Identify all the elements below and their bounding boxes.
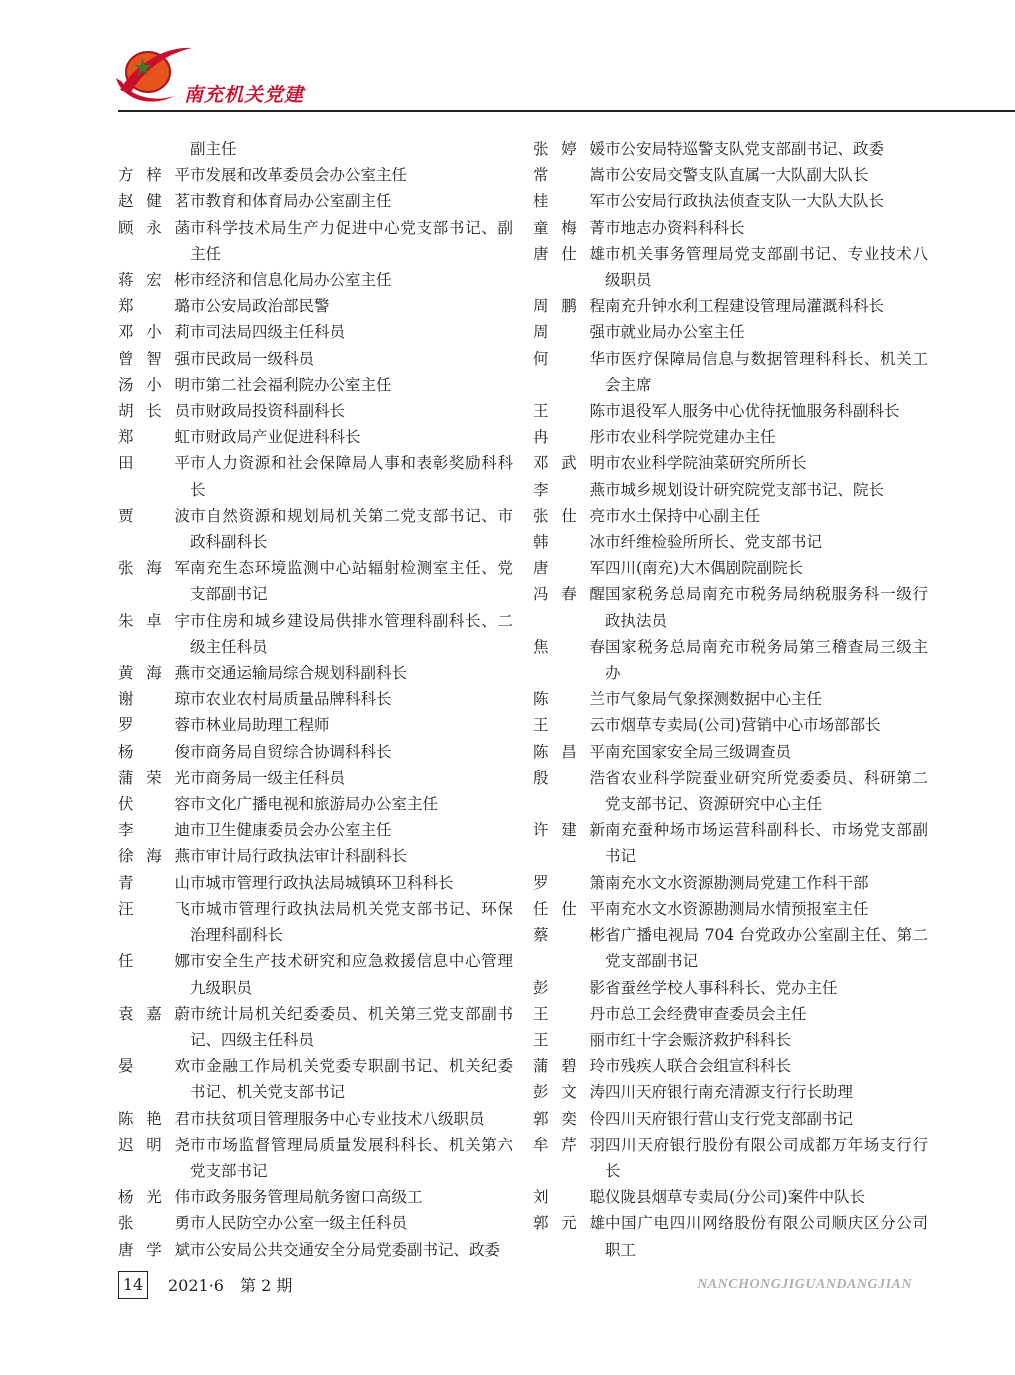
person-title: 市经济和信息化局办公室主任 xyxy=(190,271,392,290)
person-title: 市林业局助理工程师 xyxy=(190,716,330,735)
person-name: 邓小莉 xyxy=(118,323,190,342)
person-title: 市城乡规划设计研究院党支部书记、院长 xyxy=(605,480,885,499)
list-item xyxy=(118,1053,513,1105)
list-item xyxy=(533,922,928,974)
person-title: 市第二社会福利院办公室主任 xyxy=(190,375,392,394)
person-name: 唐学斌 xyxy=(118,1240,190,1259)
person-title: 市人力资源和社会保障局人事和表彰奖励科科长 xyxy=(190,454,513,499)
list-item xyxy=(533,346,928,398)
person-name: 李 燕 xyxy=(533,480,605,499)
person-name: 冉 彤 xyxy=(533,428,605,447)
list-item xyxy=(118,686,513,712)
list-item xyxy=(533,215,928,241)
list-item xyxy=(533,162,928,188)
person-name: 胡长员 xyxy=(118,402,190,421)
list-item xyxy=(118,424,513,450)
person-name: 韩 冰 xyxy=(533,533,605,552)
person-name: 刘 聪 xyxy=(533,1188,605,1207)
list-item xyxy=(533,1079,928,1105)
person-title: 市公安局政治部民警 xyxy=(190,297,330,316)
person-title: 市机关事务管理局党支部副书记、专业技术八级职员 xyxy=(605,244,928,290)
person-name: 张 勇 xyxy=(118,1214,190,1233)
person-name: 蒲碧玲 xyxy=(533,1057,605,1076)
person-title: 市发展和改革委员会办公室主任 xyxy=(190,166,408,185)
person-title: 市公安局交警支队直属一大队副大队长 xyxy=(605,166,869,185)
list-item xyxy=(533,581,928,633)
person-title: 南充国家安全局三级调查员 xyxy=(605,742,792,761)
list-item xyxy=(533,319,928,345)
footer-brand: NANCHONGJIGUANDANGJIAN xyxy=(697,1277,912,1292)
left-column xyxy=(118,136,513,1263)
person-title: 市地志办资料科科长 xyxy=(605,218,745,237)
person-title: 市气象局气象探测数据中心主任 xyxy=(605,690,823,709)
person-name: 任 娜 xyxy=(118,952,190,971)
list-item xyxy=(533,975,928,1001)
person-title: 市城市管理行政执法局城镇环卫科科长 xyxy=(190,873,454,892)
list-item xyxy=(533,293,928,319)
person-title: 市商务局自贸综合协调科科长 xyxy=(190,742,392,761)
person-title: 市卫生健康委员会办公室主任 xyxy=(190,821,392,840)
list-item xyxy=(118,293,513,319)
list-item xyxy=(118,896,513,948)
person-name: 邓武明 xyxy=(533,454,605,473)
person-name: 张仕亮 xyxy=(533,506,605,525)
person-title: 市自然资源和规划局机关第二党支部书记、市政科副科长 xyxy=(190,506,513,552)
list-item xyxy=(118,1210,513,1236)
person-title: 市总工会经费审查委员会主任 xyxy=(605,1004,807,1023)
person-name: 赵健茗 xyxy=(118,192,190,211)
list-item xyxy=(533,1132,928,1184)
person-title: 市审计局行政执法审计科副科长 xyxy=(190,847,408,866)
list-item xyxy=(118,372,513,398)
list-item xyxy=(533,1053,928,1079)
person-title: 中国广电四川网络股份有限公司顺庆区分公司职工 xyxy=(605,1214,928,1259)
person-name: 桂 军 xyxy=(533,192,605,211)
person-name: 郭奕伶 xyxy=(533,1109,605,1128)
person-title: 省蚕丝学校人事科科长、党办主任 xyxy=(605,978,838,997)
person-name: 王 丹 xyxy=(533,1004,605,1023)
person-name: 杨光伟 xyxy=(118,1188,190,1207)
magazine-title: 南充机关党建 xyxy=(184,84,305,106)
person-title: 市公安局特巡警支队党支部副书记、政委 xyxy=(605,140,885,158)
person-title: 市统计局机关纪委委员、机关第三党支部副书记、四级主任科员 xyxy=(190,1004,513,1049)
list-item xyxy=(118,712,513,738)
person-name: 杨 俊 xyxy=(118,742,190,761)
list-item xyxy=(118,843,513,869)
list-item xyxy=(118,162,513,188)
list-item xyxy=(118,319,513,345)
list-item xyxy=(118,870,513,896)
person-name: 罗 箫 xyxy=(533,873,605,892)
person-name xyxy=(118,136,190,162)
list-item xyxy=(533,529,928,555)
person-title: 市纤维检验所所长、党支部书记 xyxy=(605,533,823,552)
person-title: 四川天府银行营山支行党支部副书记 xyxy=(605,1109,854,1128)
person-title: 市教育和体育局办公室副主任 xyxy=(190,192,392,211)
person-title: 市公安局行政执法侦查支队一大队大队长 xyxy=(605,192,885,211)
list-item xyxy=(118,450,513,502)
person-name: 汪 飞 xyxy=(118,899,190,918)
list-item xyxy=(118,267,513,293)
person-name: 顾永菡 xyxy=(118,218,190,237)
list-item xyxy=(533,765,928,817)
person-title: 市农业科学院油菜研究所所长 xyxy=(605,454,807,473)
person-title: 市财政局产业促进科科长 xyxy=(190,428,361,447)
person-title: 市退役军人服务中心优待抚恤服务科副科长 xyxy=(605,402,900,421)
list-item xyxy=(533,450,928,476)
person-title: 市司法局四级主任科员 xyxy=(190,323,346,342)
list-item xyxy=(118,948,513,1000)
person-name: 汤小明 xyxy=(118,375,190,394)
person-title: 市农业农村局质量品牌科科长 xyxy=(190,690,392,709)
person-name: 晏 欢 xyxy=(118,1057,190,1076)
list-item xyxy=(533,1210,928,1262)
person-title: 市安全生产技术研究和应急救援信息中心管理九级职员 xyxy=(190,952,513,997)
person-name: 黄海燕 xyxy=(118,664,190,683)
person-title: 四川(南充)大木偶剧院副院长 xyxy=(605,559,804,578)
list-item xyxy=(533,870,928,896)
list-item xyxy=(533,136,928,162)
list-item xyxy=(533,817,928,869)
person-title: 市红十字会赈济救护科科长 xyxy=(605,1030,792,1049)
person-name: 周鹏程 xyxy=(533,297,605,316)
person-name: 郑 虹 xyxy=(118,428,190,447)
person-title: 南充水文水资源勘测局党建工作科干部 xyxy=(605,873,869,892)
person-name: 唐 军 xyxy=(533,559,605,578)
person-name: 蔡 彬 xyxy=(533,926,605,945)
person-title: 市文化广播电视和旅游局办公室主任 xyxy=(190,795,439,814)
person-title: 市农业科学院党建办主任 xyxy=(605,428,776,447)
page-header xyxy=(0,0,1015,120)
person-title: 市商务局一级主任科员 xyxy=(190,768,346,787)
person-name: 青 山 xyxy=(118,873,190,892)
person-name: 任仕平 xyxy=(533,899,605,918)
person-name: 罗 蓉 xyxy=(118,716,190,735)
person-title: 省农业科学院蚕业研究所党委委员、科研第二党支部书记、资源研究中心主任 xyxy=(605,768,928,814)
person-name: 何 华 xyxy=(533,349,605,368)
person-name: 冯春醒 xyxy=(533,585,605,604)
right-column xyxy=(533,136,928,1263)
person-title: 市残疾人联合会组宣科科长 xyxy=(605,1057,792,1076)
person-title: 南充升钟水利工程建设管理局灌溉科科长 xyxy=(605,297,885,316)
person-title: 市医疗保障局信息与数据管理科科长、机关工会主席 xyxy=(605,349,928,394)
person-title: 南充生态环境监测中心站辐射检测室主任、党支部副书记 xyxy=(190,559,513,604)
list-item xyxy=(118,503,513,555)
person-name: 常 嵩 xyxy=(533,166,605,185)
person-title: 市水土保持中心副主任 xyxy=(605,506,761,525)
person-title: 市交通运输局综合规划科副科长 xyxy=(190,664,408,683)
person-name: 蒲荣光 xyxy=(118,768,190,787)
person-name: 陈艳君 xyxy=(118,1109,190,1128)
person-title: 副主任 xyxy=(190,140,237,158)
person-name: 郑 璐 xyxy=(118,297,190,316)
list-item xyxy=(118,398,513,424)
person-title: 市科学技术局生产力促进中心党支部书记、副主任 xyxy=(190,218,513,263)
list-item xyxy=(533,241,928,293)
person-title: 仪陇县烟草专卖局(分公司)案件中队长 xyxy=(605,1188,866,1207)
person-name: 朱卓宇 xyxy=(118,611,190,630)
person-name: 王 陈 xyxy=(533,402,605,421)
list-item xyxy=(533,424,928,450)
person-name: 王 丽 xyxy=(533,1030,605,1049)
issue-label: 2021·6 第 2 期 xyxy=(168,1276,293,1295)
person-name: 周 强 xyxy=(533,323,605,342)
list-item xyxy=(118,346,513,372)
person-name: 童梅菁 xyxy=(533,218,605,237)
person-name: 伏 容 xyxy=(118,795,190,814)
list-item xyxy=(533,1184,928,1210)
person-name: 焦 春 xyxy=(533,637,605,656)
person-name: 陈 兰 xyxy=(533,690,605,709)
person-name: 田 平 xyxy=(118,454,190,473)
list-item xyxy=(118,1106,513,1132)
list-item xyxy=(533,503,928,529)
list-item xyxy=(533,712,928,738)
list-item xyxy=(118,215,513,267)
list-item xyxy=(118,1184,513,1210)
person-title: 南充蚕种场市场运营科副科长、市场党支部副书记 xyxy=(605,821,928,866)
page-number: 14 xyxy=(118,1271,148,1299)
person-name: 袁嘉蔚 xyxy=(118,1004,190,1023)
list-item xyxy=(533,188,928,214)
person-name: 殷 浩 xyxy=(533,768,605,787)
list-item xyxy=(533,555,928,581)
person-name: 陈昌平 xyxy=(533,742,605,761)
person-name: 彭 影 xyxy=(533,978,605,997)
person-name: 张婷媛 xyxy=(533,140,605,158)
person-title: 四川天府银行南充清源支行行长助理 xyxy=(605,1083,854,1102)
person-name: 唐仕雄 xyxy=(533,244,605,263)
list-item xyxy=(533,1001,928,1027)
person-name: 方梓平 xyxy=(118,166,190,185)
person-title: 国家税务总局南充市税务局第三稽查局三级主办 xyxy=(605,637,928,683)
person-title: 市市场监督管理局质量发展科科长、机关第六党支部书记 xyxy=(190,1135,513,1180)
person-title: 市公安局公共交通安全分局党委副书记、政委 xyxy=(190,1240,501,1259)
person-name: 牟芹羽 xyxy=(533,1135,605,1154)
list-item xyxy=(118,608,513,660)
person-title: 市金融工作局机关党委专职副书记、机关纪委书记、机关党支部书记 xyxy=(190,1057,513,1102)
list-item xyxy=(118,791,513,817)
list-item xyxy=(533,634,928,686)
person-name: 李 迪 xyxy=(118,821,190,840)
person-name: 谢 琼 xyxy=(118,690,190,709)
list-item xyxy=(533,686,928,712)
person-title: 国家税务总局南充市税务局纳税服务科一级行政执法员 xyxy=(605,585,928,630)
list-item xyxy=(533,739,928,765)
person-title: 市烟草专卖局(公司)营销中心市场部部长 xyxy=(605,716,881,735)
list-item xyxy=(533,1106,928,1132)
person-title: 市就业局办公室主任 xyxy=(605,323,745,342)
list-item xyxy=(118,1237,513,1263)
list-item xyxy=(118,555,513,607)
person-name: 王 云 xyxy=(533,716,605,735)
person-name: 蒋宏彬 xyxy=(118,271,190,290)
person-name: 曾智强 xyxy=(118,349,190,368)
list-item xyxy=(118,765,513,791)
list-item xyxy=(118,188,513,214)
person-name: 张海军 xyxy=(118,559,190,578)
list-item xyxy=(118,1001,513,1053)
person-name: 彭文涛 xyxy=(533,1083,605,1102)
list-item xyxy=(533,398,928,424)
person-title: 省广播电视局 704 台党政办公室副主任、第二党支部副书记 xyxy=(605,926,928,971)
person-title: 四川天府银行股份有限公司成都万年场支行行长 xyxy=(605,1135,928,1180)
person-name: 许建新 xyxy=(533,821,605,840)
list-item xyxy=(533,1027,928,1053)
person-title: 南充水文水资源勘测局水情预报室主任 xyxy=(605,899,869,918)
header-divider xyxy=(118,110,1015,112)
person-title: 市城市管理行政执法局机关党支部书记、环保治理科副科长 xyxy=(190,899,513,945)
list-item xyxy=(118,136,513,162)
person-title: 市人民防空办公室一级主任科员 xyxy=(190,1214,408,1233)
person-name: 徐海燕 xyxy=(118,847,190,866)
person-title: 市扶贫项目管理服务中心专业技术八级职员 xyxy=(190,1109,485,1128)
list-item xyxy=(118,739,513,765)
person-title: 市民政局一级科员 xyxy=(190,349,315,368)
person-name: 迟明尧 xyxy=(118,1135,190,1154)
list-item xyxy=(533,896,928,922)
person-name: 贾 波 xyxy=(118,506,190,525)
person-title: 市政务服务管理局航务窗口高级工 xyxy=(190,1188,423,1207)
person-name: 郭元雄 xyxy=(533,1214,605,1233)
list-item xyxy=(118,660,513,686)
person-title: 市住房和城乡建设局供排水管理科副科长、二级主任科员 xyxy=(190,611,513,656)
person-title: 市财政局投资科副科长 xyxy=(190,402,346,421)
list-item xyxy=(118,1132,513,1184)
list-item xyxy=(533,477,928,503)
list-item xyxy=(118,817,513,843)
